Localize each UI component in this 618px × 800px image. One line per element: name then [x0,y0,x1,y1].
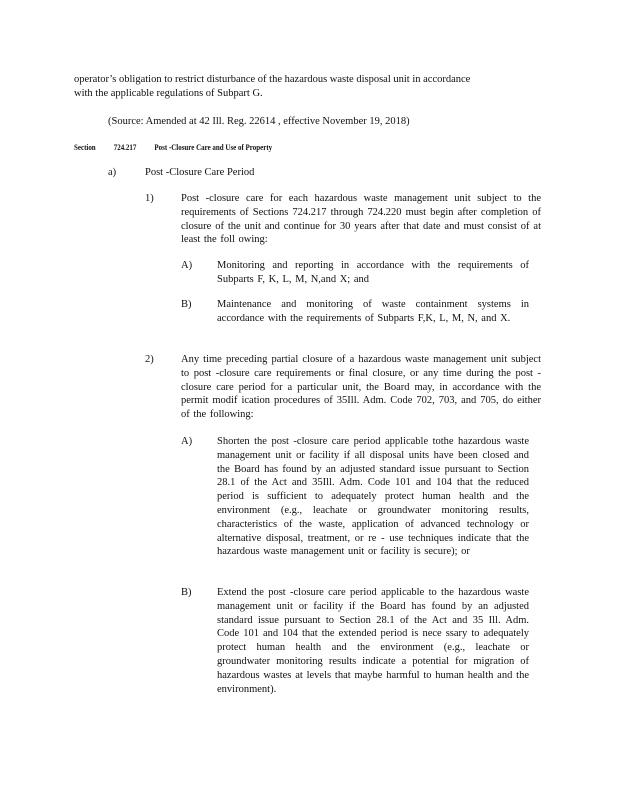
item-1-b-text: Maintenance and monitoring of waste containment systems in accordance with the requirements of Subparts F,K, L, M, N, and X. [217,299,529,324]
section-label: Section [74,142,96,152]
item-2-b-text: Extend the post -closure care period applicable to the hazardous waste management unit or facility if the Board has found by an adjusted standard issue pursuant to Section 28.1 of the Act and 35 Ill. Adm. Code 101 and 104 that the extended period is nece ssary to adequately protect human health and the environment (e.g., leachate or groundwater monitoring results indicate a potential for migration of hazardous wastes at levels that maybe harmful to human health and the environment). [217,587,529,695]
item-2-b-marker: B) [181,587,192,598]
item-1-marker: 1) [145,193,154,204]
subsection-a-title: Post -Closure Care Period [145,167,255,178]
item-2-marker: 2) [145,354,154,365]
section-number: 724.217 [113,142,137,152]
section-title: Post -Closure Care and Use of Property [154,142,273,152]
item-1-text: Post -closure care for each hazardous waste management unit subject to the requirements of Sections 724.217 through 724.220 must begin after completion of closure of the unit and continue for 30 years after that date and must consist of at least the foll owing: [181,193,541,246]
source-note: (Source: Amended at 42 Ill. Reg. 22614 , effective November 19, 2018) [108,116,410,127]
section-heading [74,142,290,152]
item-1-a-text: Monitoring and reporting in accordance with the requirements of Subparts F, K, L, M, N,and X; and [217,260,529,285]
item-1-a-marker: A) [181,260,193,271]
item-1-b-marker: B) [181,299,192,310]
continuation-line-1: operator’s obligation to restrict disturbance of the hazardous waste disposal unit in accordance [74,74,471,85]
subsection-a-marker: a) [108,167,117,178]
item-2-a-marker: A) [181,436,193,447]
item-2-text: Any time preceding partial closure of a hazardous waste management unit subject to post -closure care requirements or final closure, or any time during the post -closure care period for a particular unit, the Board may, in accordance with the permit modif ication procedures of 35Ill. Adm. Code 702, 703, and 705, do either of the following: [181,354,541,421]
continuation-line-2: with the applicable regulations of Subpart G. [74,88,263,99]
item-2-a-text: Shorten the post -closure care period applicable tothe hazardous waste management unit or facility if all disposal units have been closed and the Board has found by an adjusted standard issue pursuant to Section 28.1 of the Act and 35Ill. Adm. Code 101 and 104 that the reduced period is sufficient to adequately protect human health and the environment (e.g., leachate or groundwater monitoring results, characteristics of the waste, application of advanced technology or alternative disposal, treatment, or re - use techniques indicate that the hazardous waste management unit or facility is secure); or [217,436,529,558]
